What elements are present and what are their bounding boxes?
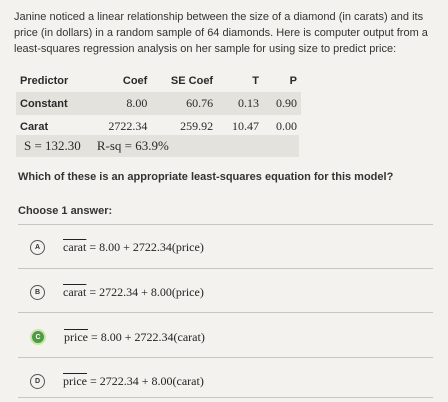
col-header: Predictor (20, 75, 69, 87)
col-header: P (289, 75, 297, 87)
divider (18, 357, 433, 358)
equation-lhs: price (64, 329, 88, 344)
answer-option-a[interactable] (30, 236, 430, 258)
divider (18, 224, 433, 225)
table-cell: 2722.34 (108, 119, 148, 133)
option-equation (64, 330, 205, 345)
problem-text: Janine noticed a linear relationship between the size of a diamond (in carats) and its price (in dollars) in a random sample of 64 diamonds. Here is computer output from a least-squares regression analysis on her sample for using size to predict price: (14, 11, 428, 55)
col-header: Coef (122, 75, 148, 87)
regression-table (16, 70, 301, 138)
choose-label: Choose 1 answer: (18, 205, 113, 217)
table-cell: Carat (20, 120, 49, 133)
regression-summary (16, 135, 299, 157)
table-cell: 60.76 (151, 92, 217, 115)
divider (18, 268, 433, 269)
answer-option-d[interactable] (30, 370, 430, 392)
option-letter-badge: D (30, 374, 45, 389)
answer-option-c[interactable] (30, 326, 430, 348)
selected-option-badge: C (30, 329, 46, 345)
question-text: Which of these is an appropriate least-squares equation for this model? (18, 171, 394, 183)
equation-lhs: carat (63, 284, 87, 299)
option-equation (63, 374, 204, 389)
equation-lhs: carat (63, 239, 87, 254)
rsq-value: R-sq = 63.9% (96, 138, 169, 153)
table-cell: 0.13 (217, 92, 263, 115)
table-row (16, 92, 301, 115)
table-cell: 8.00 (90, 92, 152, 115)
col-header: SE Coef (170, 75, 214, 87)
table-cell: 0.00 (276, 119, 297, 133)
option-equation (63, 285, 204, 300)
table-cell: 0.90 (263, 92, 301, 115)
equation-rhs: = 8.00 + 2722.34(price) (86, 239, 204, 254)
equation-lhs: price (63, 373, 87, 388)
answer-option-b[interactable] (30, 281, 430, 303)
option-letter-badge: A (30, 240, 45, 255)
table-cell: 10.47 (231, 119, 259, 133)
divider (18, 312, 433, 313)
table-cell: Constant (16, 92, 90, 115)
equation-rhs: = 2722.34 + 8.00(price) (86, 284, 204, 299)
option-letter-badge: B (30, 285, 45, 300)
col-header: T (252, 75, 259, 87)
option-equation (63, 240, 204, 255)
table-cell: 259.92 (180, 119, 214, 133)
equation-rhs: = 2722.34 + 8.00(carat) (86, 373, 204, 388)
table-header-row (16, 70, 301, 92)
s-value: S = 132.30 (24, 138, 81, 153)
divider (18, 397, 433, 398)
equation-rhs: = 8.00 + 2722.34(carat) (87, 329, 205, 344)
